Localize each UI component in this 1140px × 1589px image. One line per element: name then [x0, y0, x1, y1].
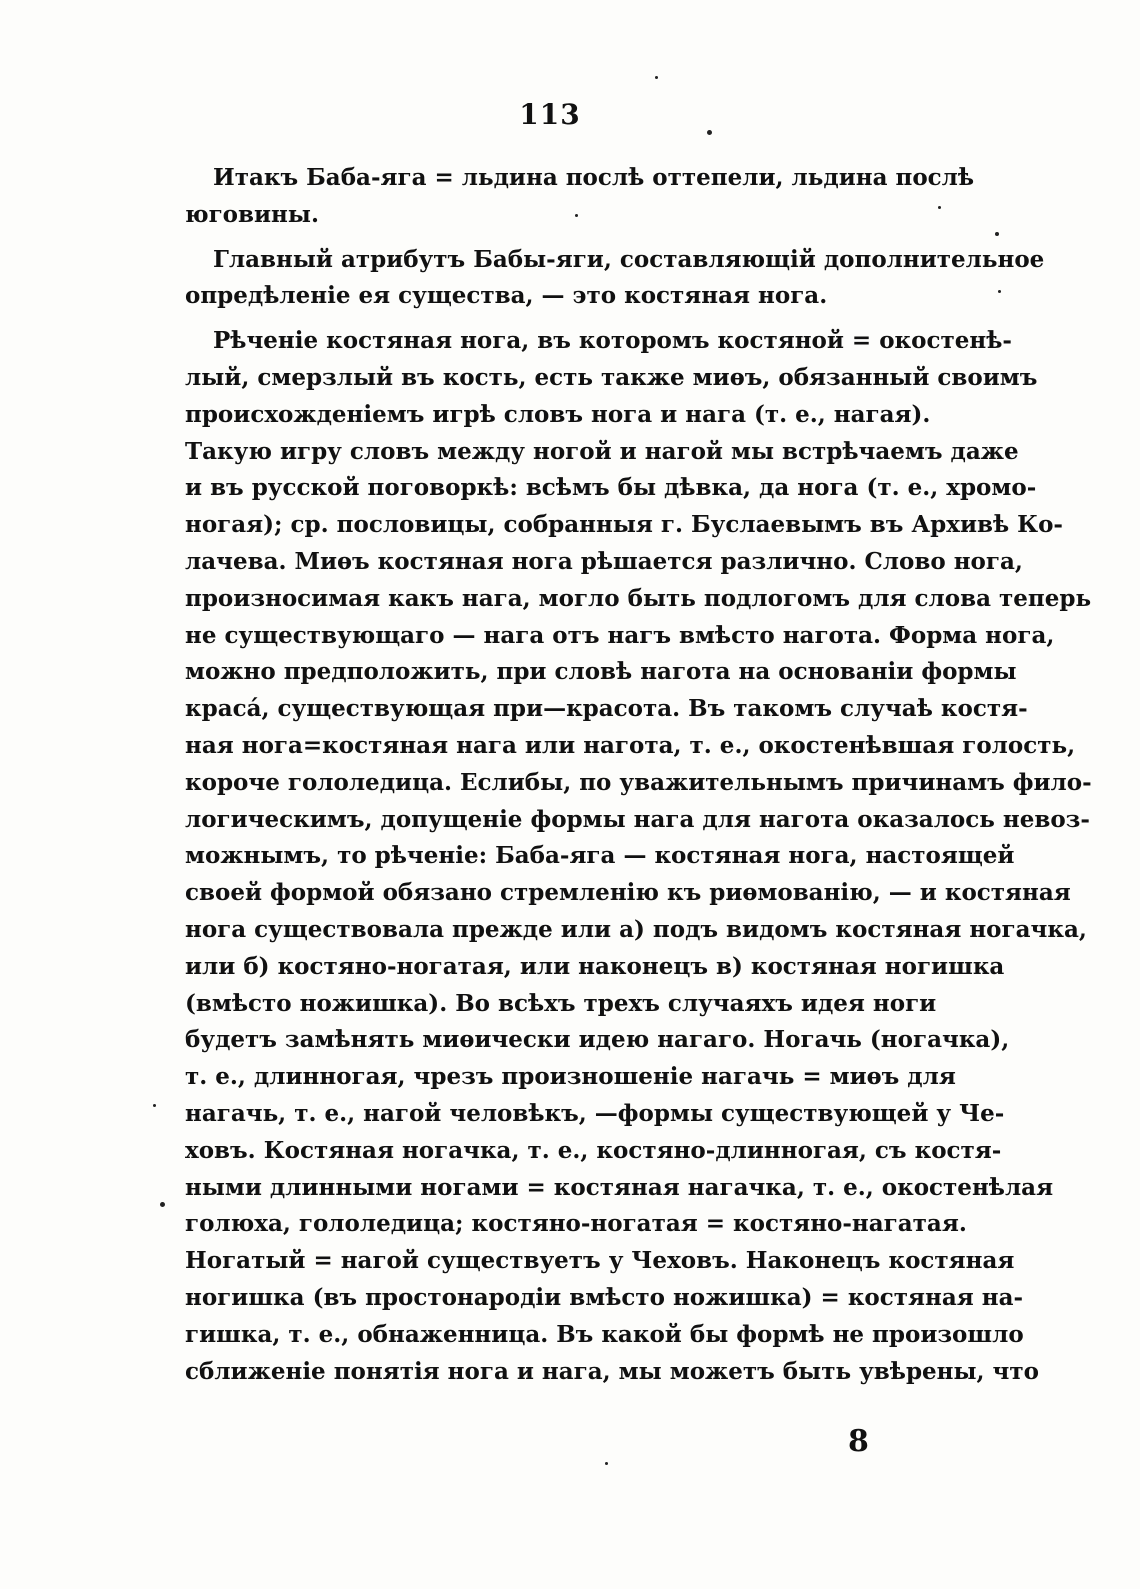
signature-mark: 8: [848, 1424, 869, 1459]
text-line: логическимъ, допущеніе формы нага для нагота оказалось невоз-: [185, 805, 1090, 833]
text-line: сближеніе понятія нога и нага, мы можетъ быть увѣрены, что: [185, 1357, 1039, 1385]
text-line: нагачь, т. е., нагой человѣкъ, —формы существующей у Че-: [185, 1099, 1005, 1127]
scan-speck: [998, 290, 1001, 293]
text-line: можно предположить, при словѣ нагота на основаніи формы: [185, 658, 1017, 686]
text-line: не существующаго — нага отъ нагъ вмѣсто нагота. Форма нога,: [185, 621, 1055, 649]
text-line: нога существовала прежде или а) подъ видомъ костяная ногачка,: [185, 915, 1087, 943]
text-line: (вмѣсто ножишка). Во всѣхъ трехъ случаяхъ идея ноги: [185, 989, 937, 1017]
text-line: красá, существующая при—красота. Въ такомъ случаѣ костя-: [185, 695, 1028, 723]
scan-speck: [995, 232, 999, 236]
text-line: лачева. Миѳъ костяная нога рѣшается различно. Слово нога,: [185, 547, 1023, 575]
paragraph-3: [185, 323, 1092, 1390]
text-line: опредѣленіе ея существа, — это костяная нога.: [185, 282, 828, 310]
scan-speck: [655, 76, 658, 79]
text-line: короче гололедица. Еслибы, по уважительнымъ причинамъ фило-: [185, 768, 1092, 796]
text-line: ными длинными ногами = костяная нагачка, т. е., окостенѣлая: [185, 1173, 1054, 1201]
text-line: своей формой обязано стремленію къ риѳмованію, — и костяная: [185, 879, 1071, 907]
scan-speck: [153, 1104, 156, 1107]
paragraph-2: [185, 242, 1045, 316]
text-line: голюха, гололедица; костяно-ногатая = костяно-нагатая.: [185, 1210, 967, 1238]
paragraph-1: [185, 160, 975, 234]
text-line: ногая); ср. пословицы, собранныя г. Буслаевымъ въ Архивѣ Ко-: [185, 511, 1063, 539]
text-line: юговины.: [185, 200, 319, 228]
text-line: ногишка (въ простонародіи вмѣсто ножишка) = костяная на-: [185, 1283, 1024, 1311]
scan-speck: [938, 206, 941, 209]
text-line: лый, смерзлый въ кость, есть также миѳъ, обязанный своимъ: [185, 363, 1038, 391]
text-line: можнымъ, то рѣченіе: Баба-яга — костяная нога, настоящей: [185, 842, 1015, 870]
text-line: Такую игру словъ между ногой и нагой мы встрѣчаемъ даже: [185, 437, 1019, 465]
text-line: гишка, т. е., обнаженница. Въ какой бы формѣ не произошло: [185, 1320, 1024, 1348]
text-line: будетъ замѣнять миѳически идею нагаго. Ногачь (ногачка),: [185, 1026, 1010, 1054]
text-line: или б) костяно-ногатая, или наконецъ в) костяная ногишка: [185, 952, 1005, 980]
scan-speck: [160, 1202, 165, 1207]
text-line: т. е., длинногая, чрезъ произношеніе нагачь = миѳъ для: [185, 1063, 956, 1091]
scan-speck: [605, 1462, 608, 1465]
page-number: 113: [519, 98, 581, 131]
text-line: Ногатый = нагой существуетъ у Чеховъ. Наконецъ костяная: [185, 1247, 1015, 1275]
text-line: и въ русской поговоркѣ: всѣмъ бы дѣвка, да нога (т. е., хромо-: [185, 474, 1037, 502]
text-line: Итакъ Баба-яга = льдина послѣ оттепели, льдина послѣ: [213, 164, 975, 191]
text-line: ховъ. Костяная ногачка, т. е., костяно-длинногая, съ костя-: [185, 1136, 1002, 1164]
scan-speck: [707, 130, 712, 135]
text-line: происхожденіемъ игрѣ словъ нога и нага (т. е., нагая).: [185, 400, 931, 428]
body-text: [185, 160, 1092, 1398]
text-line: Главный атрибутъ Бабы-яги, составляющій дополнительное: [213, 245, 1045, 273]
scan-speck: [575, 214, 578, 217]
text-line: ная нога=костяная нага или нагота, т. е., окостенѣвшая голость,: [185, 731, 1076, 759]
text-line: произносимая какъ нага, могло быть подлогомъ для слова теперь: [185, 584, 1092, 612]
text-line: Рѣченіе костяная нога, въ которомъ костяной = окостенѣ-: [213, 327, 1012, 355]
